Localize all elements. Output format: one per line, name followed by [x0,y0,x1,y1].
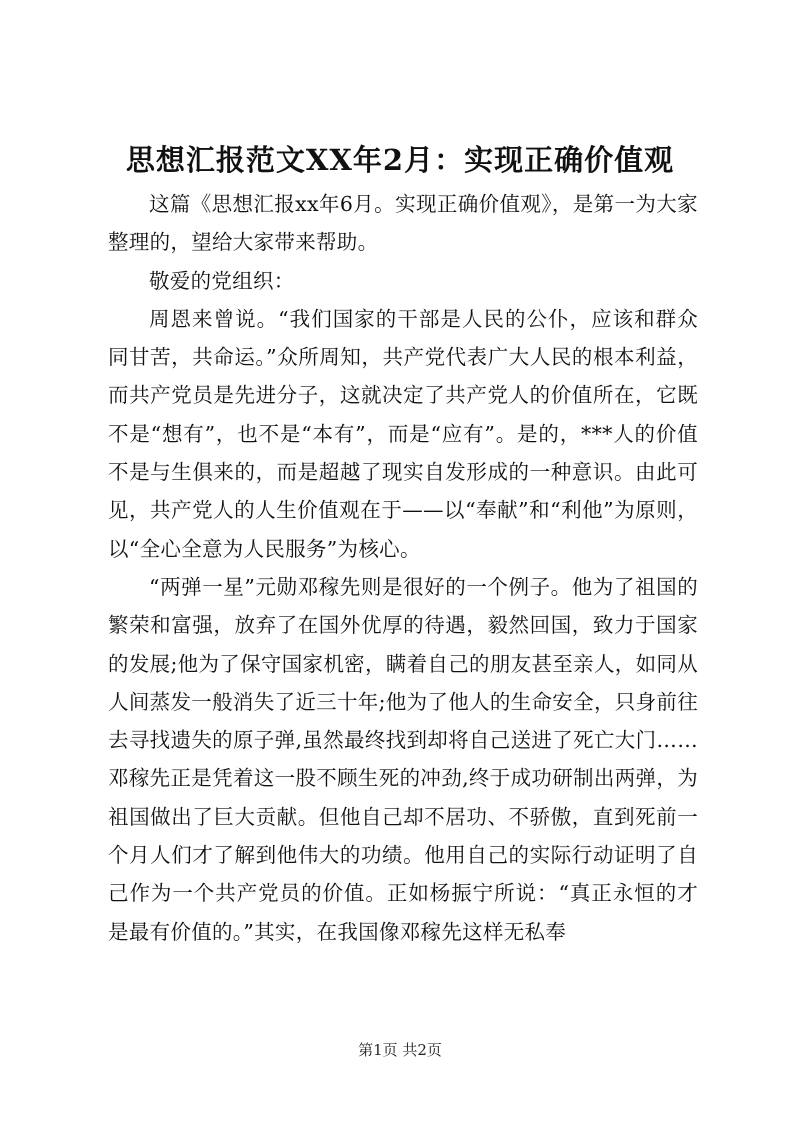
document-title: 思想汇报范文XX年2月：实现正确价值观 [125,143,675,177]
page-number-footer: 第1页 共2页 [358,1041,442,1059]
paragraph-salutation: 敬爱的党组织： [149,268,295,293]
document-body [108,185,698,951]
paragraph-deng-jiaxian: “两弹一星”元勋邓稼先则是很好的一个例子。他为了祖国的繁荣和富强，放弃了在国外优厚的待遇，毅然回国，致力于国家的发展;他为了保守国家机密，瞒着自己的朋友甚至亲人，如同从人间蒸发一般消失了近三十年;他为了他人的生命安全，只身前往去寻找遗失的原子弹,虽然最终找到却将自己送进了死亡大门……邓稼先正是凭着这一股不顾生死的冲劲,终于成功研制出两弹，为祖国做出了巨大贡献。但他自己却不居功、不骄傲，直到死前一个月人们才了解到他伟大的功绩。他用自己的实际行动证明了自己作为一个共产党员的价值。正如杨振宁所说：“真正永恒的才是最有价值的。”其实，在我国像邓稼先这样无私奉 [108,574,698,944]
paragraph-zhou-enlai: 周恩来曾说。“我们国家的干部是人民的公仆，应该和群众同甘苦，共命运。”众所周知，共产党代表广大人民的根本利益，而共产党员是先进分子，这就决定了共产党人的价值所在，它既不是“想有”，也不是“本有”，而是“应有”。是的，***人的价值不是与生俱来的，而是超越了现实自发形成的一种意识。由此可见，共产党人的人生价值观在于——以“奉献”和“利他”为原则，以“全心全意为人民服务”为核心。 [108,306,698,561]
paragraph-intro: 这篇《思想汇报xx年6月。实现正确价值观》，是第一为大家整理的，望给大家带来帮助。 [108,192,698,255]
